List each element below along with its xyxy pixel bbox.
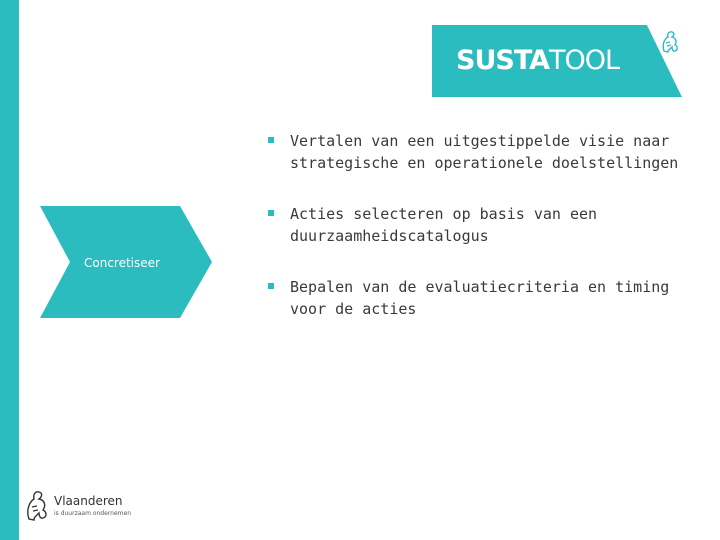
- flemish-lion-icon: [660, 29, 680, 55]
- brand-title-light: TOOL: [549, 45, 620, 76]
- footer-logo: [24, 488, 144, 528]
- brand-banner: [432, 25, 682, 97]
- footer-name: Vlaanderen: [54, 494, 123, 508]
- brand-title: [456, 45, 619, 77]
- list-item: [268, 130, 708, 174]
- bullet-marker: [268, 137, 274, 143]
- bullet-text: Acties selecteren op basis van een duurzaamheidscatalogus: [290, 205, 598, 245]
- bullet-text: Bepalen van de evaluatiecriteria en timing voor de acties: [290, 278, 670, 318]
- bullet-marker: [268, 283, 274, 289]
- side-accent-bar: [0, 0, 19, 540]
- bullet-list: [268, 130, 708, 320]
- list-item: [268, 203, 708, 247]
- step-label: Concretiseer: [84, 256, 160, 270]
- bullet-text: Vertalen van een uitgestippelde visie naar strategische en operationele doelstellingen: [290, 132, 679, 172]
- footer-tagline: is duurzaam ondernemen: [54, 510, 132, 517]
- bullet-marker: [268, 210, 274, 216]
- brand-title-strong: SUSTA: [456, 45, 550, 76]
- list-item: [268, 276, 708, 320]
- step-chevron: [40, 206, 212, 318]
- flemish-lion-icon: [24, 488, 50, 524]
